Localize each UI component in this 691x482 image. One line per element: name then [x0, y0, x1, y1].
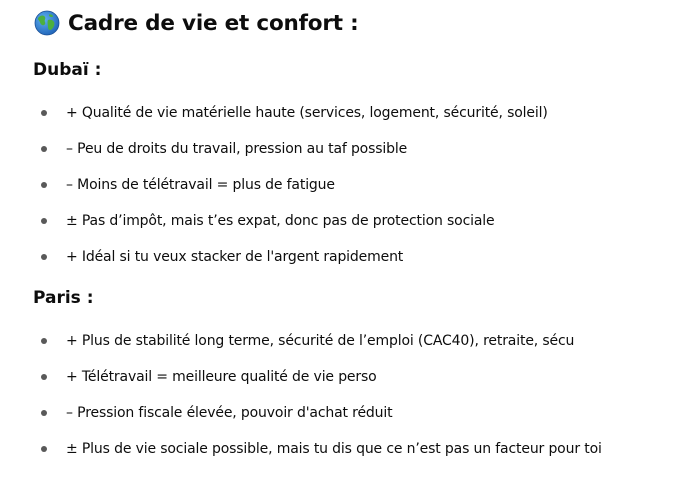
main-heading — [34, 9, 359, 37]
list-item-text: ± Pas d’impôt, mais t’es expat, donc pas de protection sociale — [66, 213, 495, 229]
main-heading-text: Cadre de vie et confort : — [68, 10, 359, 36]
list-item — [0, 95, 691, 131]
list-item-text: – Pression fiscale élevée, pouvoir d'achat réduit — [66, 405, 393, 421]
list-item — [0, 203, 691, 239]
bullet-icon — [41, 182, 47, 188]
bullet-icon — [41, 338, 47, 344]
bullet-icon — [41, 446, 47, 452]
list-item-text: + Idéal si tu veux stacker de l'argent rapidement — [66, 249, 404, 265]
list-item — [0, 131, 691, 167]
list-item — [0, 395, 691, 431]
list-item-text: + Qualité de vie matérielle haute (services, logement, sécurité, soleil) — [66, 105, 548, 121]
bullet-icon — [41, 218, 47, 224]
paris-list — [0, 323, 691, 467]
bullet-icon — [41, 410, 47, 416]
section-title-dubai: Dubaï : — [33, 60, 102, 80]
globe-icon — [34, 10, 60, 36]
list-item-text: – Peu de droits du travail, pression au taf possible — [66, 141, 408, 157]
bullet-icon — [41, 110, 47, 116]
bullet-icon — [41, 374, 47, 380]
list-item — [0, 239, 691, 275]
list-item — [0, 359, 691, 395]
list-item — [0, 431, 691, 467]
section-title-paris: Paris : — [33, 288, 94, 308]
dubai-list — [0, 95, 691, 275]
bullet-icon — [41, 254, 47, 260]
list-item-text: + Télétravail = meilleure qualité de vie perso — [66, 369, 377, 385]
list-item-text: – Moins de télétravail = plus de fatigue — [66, 177, 335, 193]
list-item — [0, 167, 691, 203]
list-item-text: + Plus de stabilité long terme, sécurité de l’emploi (CAC40), retraite, sécu — [66, 333, 575, 349]
bullet-icon — [41, 146, 47, 152]
list-item-text: ± Plus de vie sociale possible, mais tu dis que ce n’est pas un facteur pour toi — [66, 441, 602, 457]
list-item — [0, 323, 691, 359]
